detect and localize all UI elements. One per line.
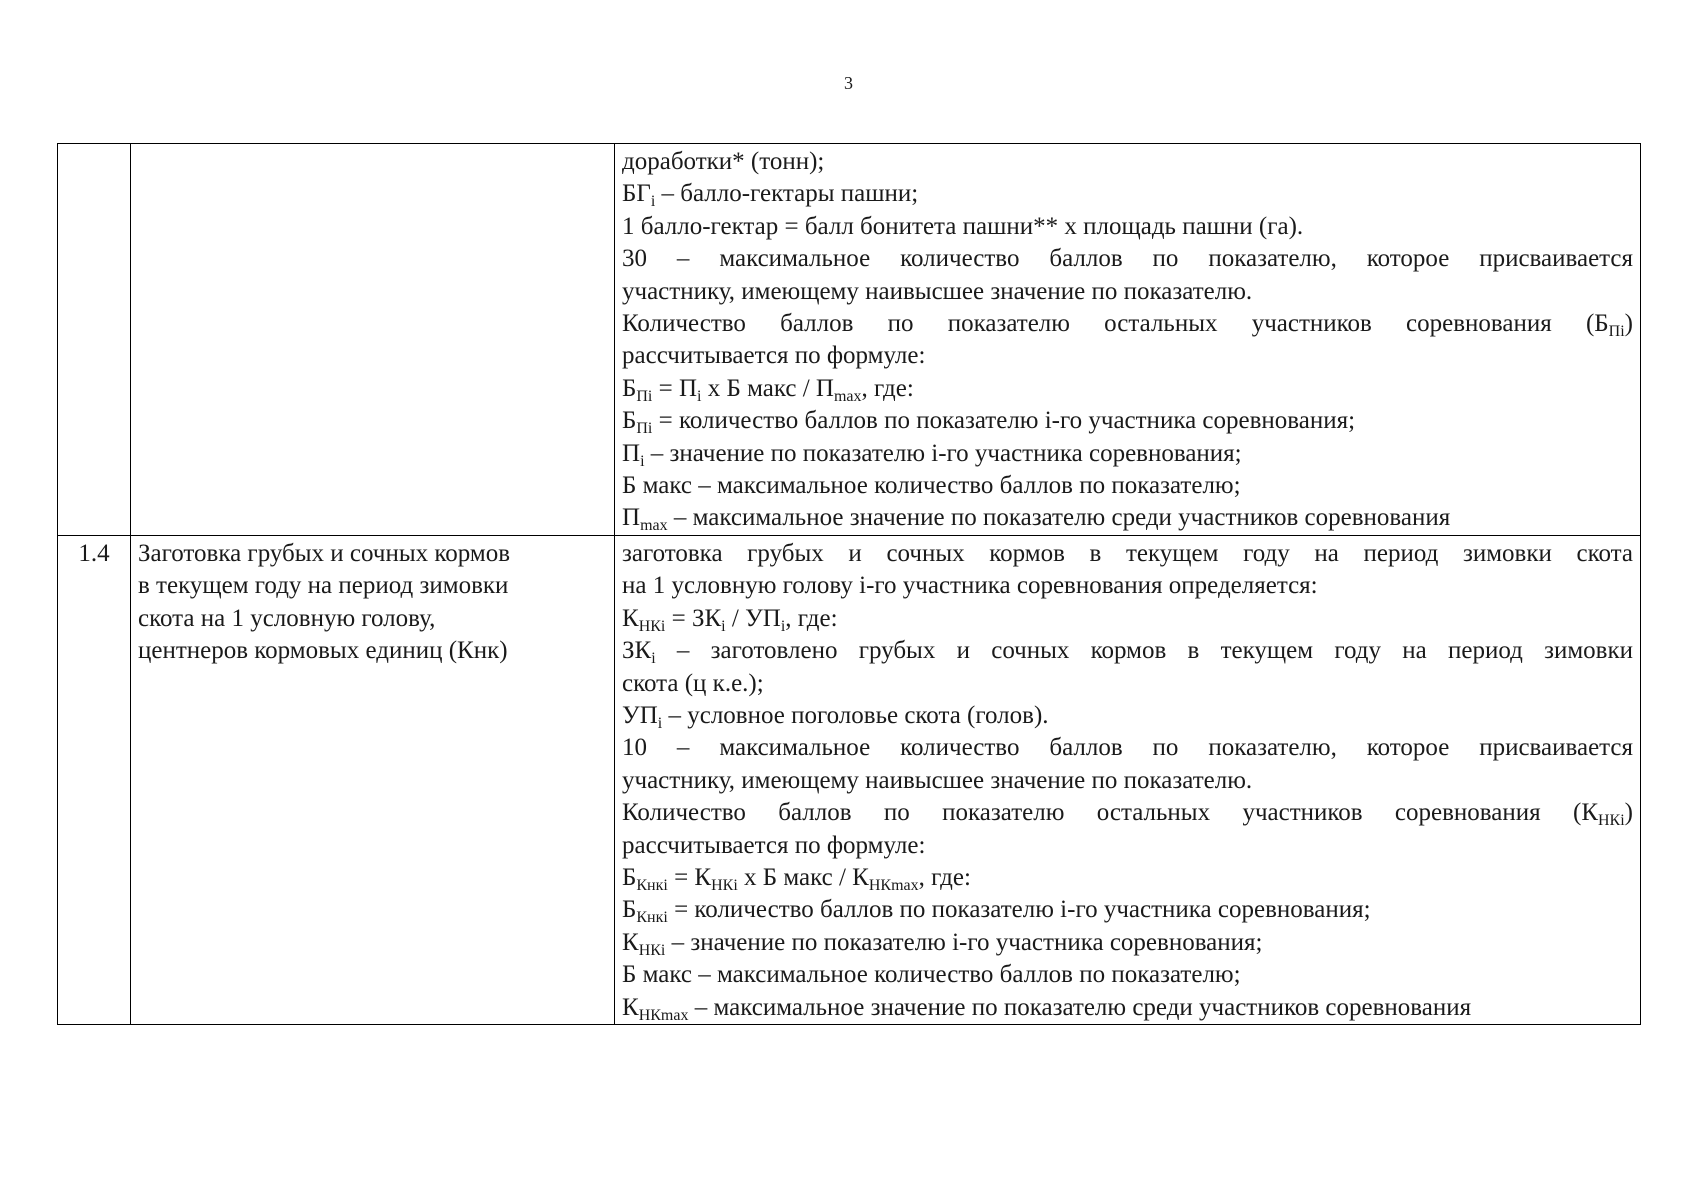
- text-line: рассчитывается по формуле:: [622, 342, 926, 370]
- text-line: 10 – максимальное количество баллов по показателю, которое присваивается: [622, 734, 1633, 762]
- text-line: на 1 условную голову i-го участника соревнования определяется:: [622, 572, 1318, 600]
- text-line: $П_{max}$ – максимальное значение по показателю среди участников соревнования: [622, 504, 1451, 535]
- text-line: рассчитывается по формуле:: [622, 831, 926, 859]
- calculation-method-cell: [615, 144, 1641, 536]
- text-line: $БГ_i$ – балло-гектары пашни;: [622, 180, 919, 211]
- formula-line: $К_{НКi} = ЗК_i / УП_i$, где:: [622, 604, 838, 635]
- text-line: скота (ц к.е.);: [622, 669, 764, 697]
- text-line: $П_i$ – значение по показателю i-го участника соревнования;: [622, 439, 1242, 470]
- table-row: [58, 144, 1641, 536]
- text-line: $ЗК_i$ – заготовлено грубых и сочных кормов в текущем году на период зимовки: [622, 637, 1633, 668]
- formula-line: $Б_{Кнкi} = К_{НКi}$ х Б макс / $К_{НКmax}$, где:: [622, 863, 971, 894]
- text-line: $Б_{Кнкi}$ = количество баллов по показателю i-го участника соревнования;: [622, 896, 1371, 927]
- text-line: $К_{НКi}$ – значение по показателю i-го участника соревнования;: [622, 928, 1263, 959]
- page-number: 3: [844, 73, 853, 93]
- indicator-name-line: центнеров кормовых единиц (Кнк): [138, 637, 508, 665]
- indicator-name-line: в текущем году на период зимовки: [138, 572, 509, 600]
- criteria-table: [57, 143, 1641, 1025]
- row-number-cell: 1.4: [58, 535, 131, 1024]
- text-line: участнику, имеющему наивысшее значение по показателю.: [622, 277, 1253, 305]
- text-line: $УП_i$ – условное поголовье скота (голов).: [622, 701, 1049, 732]
- indicator-name-line: Заготовка грубых и сочных кормов: [138, 539, 510, 567]
- text-line: заготовка грубых и сочных кормов в текущем году на период зимовки скота: [622, 539, 1633, 567]
- text-line: $К_{НКmax}$ – максимальное значение по показателю среди участников соревнования: [622, 993, 1472, 1024]
- text-line: Количество баллов по показателю остальных участников соревнования $(К_{НКi})$: [622, 799, 1633, 830]
- text-line: Б макс – максимальное количество баллов по показателю;: [622, 472, 1241, 500]
- table-row: [58, 535, 1641, 1024]
- row-number-cell: [58, 144, 131, 536]
- text-line: Количество баллов по показателю остальных участников соревнования $(Б_{Пi})$: [622, 310, 1633, 341]
- indicator-name-cell: [131, 144, 615, 536]
- text-line: 30 – максимальное количество баллов по показателю, которое присваивается: [622, 245, 1633, 273]
- indicator-name-cell: [131, 535, 615, 1024]
- text-line: 1 балло-гектар = балл бонитета пашни** х площадь пашни (га).: [622, 212, 1304, 240]
- text-line: Б макс – максимальное количество баллов по показателю;: [622, 961, 1241, 989]
- formula-line: $Б_{Пi} = П_i$ х Б макс / $П_{max}$, где:: [622, 374, 914, 405]
- calculation-method-cell: [615, 535, 1641, 1024]
- indicator-name-line: скота на 1 условную голову,: [138, 604, 436, 632]
- text-line: участнику, имеющему наивысшее значение по показателю.: [622, 766, 1253, 794]
- text-line: $Б_{Пi}$ = количество баллов по показателю i-го участника соревнования;: [622, 407, 1356, 438]
- text-line: доработки* (тонн);: [622, 148, 825, 175]
